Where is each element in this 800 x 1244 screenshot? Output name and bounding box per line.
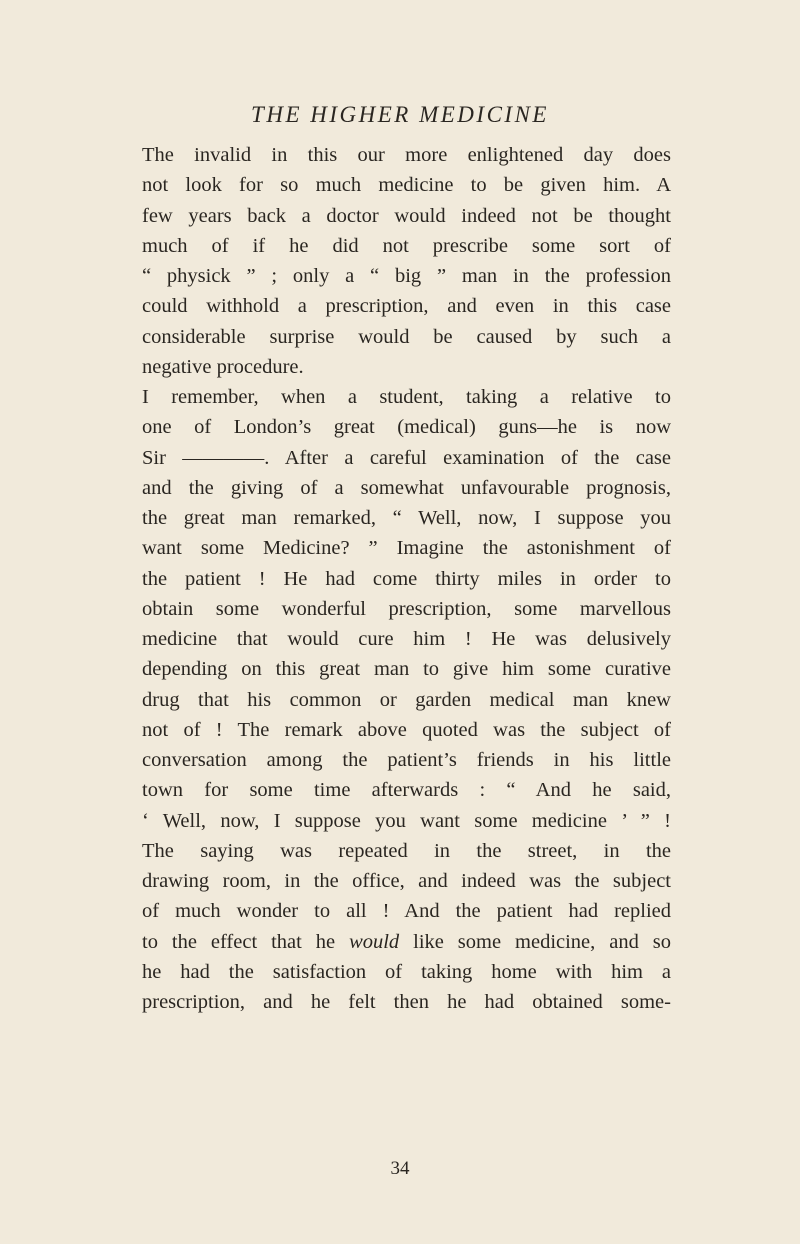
text-line: negative procedure. bbox=[142, 355, 304, 378]
page-number: 34 bbox=[390, 1158, 410, 1179]
text-line: of much wonder to all ! And the patient had replied bbox=[142, 900, 671, 923]
text-line: he had the satisfaction of taking home with him a bbox=[142, 960, 671, 983]
text-line-with-italic bbox=[142, 927, 671, 957]
text-fragment: to the effect that he bbox=[142, 930, 350, 953]
text-line: considerable surprise would be caused by such a bbox=[142, 325, 671, 348]
text-line: the great man remarked, “ Well, now, I suppose you bbox=[142, 507, 671, 529]
text-line: obtain some wonderful prescription, some marvellous bbox=[142, 597, 671, 620]
italic-emphasis: would bbox=[349, 930, 400, 953]
text-line: depending on this great man to give him some curative bbox=[142, 658, 671, 681]
text-line: and the giving of a somewhat unfavourable prognosis, bbox=[142, 476, 671, 499]
text-line: not look for so much medicine to be given him. A bbox=[142, 174, 671, 197]
text-line: much of if he did not prescribe some sort of bbox=[142, 234, 671, 257]
text-line: conversation among the patient’s friends in his little bbox=[142, 749, 671, 771]
text-line: The invalid in this our more enlightened day does bbox=[142, 144, 671, 166]
text-line: the patient ! He had come thirty miles in order to bbox=[142, 567, 671, 590]
running-head: THE HIGHER MEDICINE bbox=[251, 102, 549, 127]
body-text bbox=[142, 140, 671, 1017]
text-line: medicine that would cure him ! He was delusively bbox=[142, 628, 671, 650]
text-line: want some Medicine? ” Imagine the astonishment of bbox=[142, 537, 671, 560]
text-line: I remember, when a student, taking a relative to bbox=[142, 386, 671, 408]
text-line: few years back a doctor would indeed not be thought bbox=[142, 204, 671, 227]
text-fragment: like some medicine, and so bbox=[399, 930, 671, 953]
text-line: “ physick ” ; only a “ big ” man in the profession bbox=[142, 265, 671, 287]
text-line: ‘ Well, now, I suppose you want some medicine ’ ” ! bbox=[142, 809, 671, 832]
text-line: one of London’s great (medical) guns—he is now bbox=[142, 416, 671, 439]
text-line: The saying was repeated in the street, in the bbox=[142, 839, 671, 862]
text-line: drawing room, in the office, and indeed was the subject bbox=[142, 870, 671, 892]
text-line: not of ! The remark above quoted was the subject of bbox=[142, 718, 671, 741]
text-line: Sir ————. After a careful examination of the case bbox=[142, 446, 671, 469]
text-line: drug that his common or garden medical man knew bbox=[142, 688, 671, 711]
text-line: could withhold a prescription, and even in this case bbox=[142, 295, 671, 318]
text-line: town for some time afterwards : “ And he said, bbox=[142, 779, 671, 802]
text-line: prescription, and he felt then he had obtained some- bbox=[142, 991, 671, 1013]
